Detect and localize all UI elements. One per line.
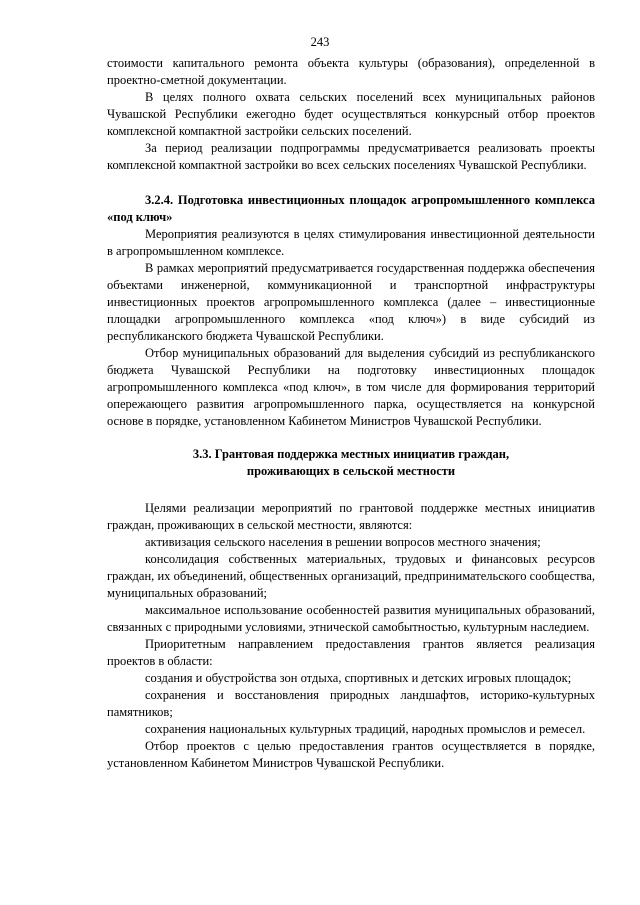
paragraph: максимальное использование особенностей развития муниципальных образований, связанных с природными условиями, этнической самобытностью, культурным наследием. xyxy=(107,603,595,634)
paragraph: Отбор муниципальных образований для выделения субсидий из республиканского бюджета Чувашской Республики на подготовку инвестиционных площадок агропромышленного комплекса «под ключ», в том числе для формирования территорий опережающего развития агропромышленного парка, осуществляется на конкурсной основе в порядке, установленном Кабинетом Министров Чувашской Республики. xyxy=(107,346,595,428)
section-heading-line: проживающих в сельской местности xyxy=(246,464,456,478)
spacer xyxy=(107,430,595,446)
paragraph: создания и обустройства зон отдыха, спортивных и детских игровых площадок; xyxy=(145,671,572,685)
paragraph: В рамках мероприятий предусматривается государственная поддержка обеспечения объектами инженерной, коммуникационной и транспортной инфраструктуры инвестиционных проектов агропромышленного комплекса (далее – инвестиционные площадки агропромышленного комплекса «под ключ») в виде субсидий из республиканского бюджета Чувашской Республики. xyxy=(107,261,595,343)
paragraph: Мероприятия реализуются в целях стимулирования инвестиционной деятельности в агропромышленном комплексе. xyxy=(107,227,595,258)
spacer xyxy=(107,174,595,192)
paragraph: сохранения и восстановления природных ландшафтов, историко-культурных памятников; xyxy=(107,688,595,719)
spacer xyxy=(107,480,595,500)
page-number: 243 xyxy=(310,35,330,49)
section-heading-line: 3.3. Грантовая поддержка местных инициатив граждан, xyxy=(192,447,510,461)
paragraph-continuation: стоимости капитального ремонта объекта культуры (образования), определенной в проектно-сметной документации. xyxy=(107,56,595,87)
paragraph: активизация сельского населения в решении вопросов местного значения; xyxy=(145,535,541,549)
paragraph: Целями реализации мероприятий по грантовой поддержке местных инициатив граждан, проживающих в сельской местности, являются: xyxy=(107,501,595,532)
paragraph: Приоритетным направлением предоставления грантов является реализация проектов в области: xyxy=(107,637,595,668)
paragraph: консолидация собственных материальных, трудовых и финансовых ресурсов граждан, их объединений, общественных организаций, предпринимательского сообщества, муниципальных образований; xyxy=(107,552,595,600)
paragraph: За период реализации подпрограммы предусматривается реализовать проекты комплексной компактной застройки во всех сельских поселениях Чувашской Республики. xyxy=(107,141,595,172)
page-body xyxy=(107,55,595,772)
paragraph: В целях полного охвата сельских поселений всех муниципальных районов Чувашской Республики ежегодно будет осуществляться конкурсный отбор проектов комплексной компактной застройки сельских поселений. xyxy=(107,90,595,138)
paragraph: сохранения национальных культурных традиций, народных промыслов и ремесел. xyxy=(145,722,586,736)
section-heading-3-3 xyxy=(107,446,595,480)
paragraph: Отбор проектов с целью предоставления грантов осуществляется в порядке, установленном Кабинетом Министров Чувашской Республики. xyxy=(107,739,595,770)
subsection-heading-3-2-4: 3.2.4. Подготовка инвестиционных площадок агропромышленного комплекса «под ключ» xyxy=(107,193,595,224)
